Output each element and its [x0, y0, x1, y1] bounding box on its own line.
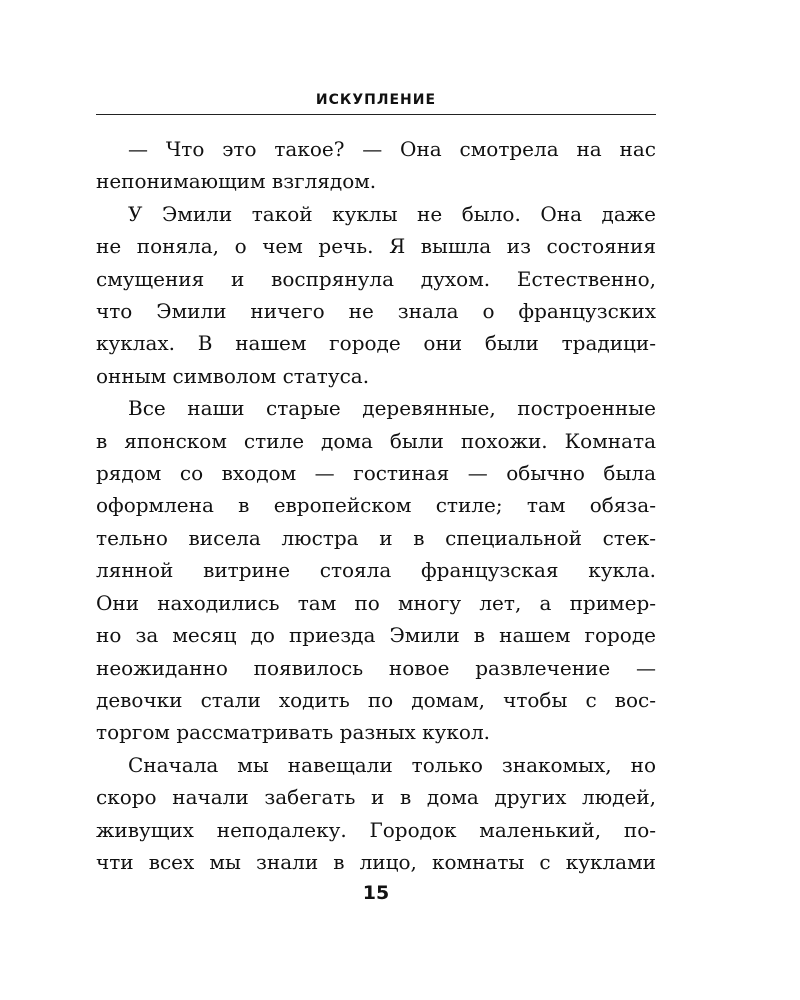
text-line: Сначала мы навещали только знакомых, но [128, 752, 656, 777]
body-text [96, 133, 656, 878]
text-line: У Эмили такой куклы не было. Она даже [128, 201, 656, 226]
text-line: скоро начали забегать и в дома других людей, [96, 785, 656, 810]
text-line: смущения и воспрянула духом. Естественно, [96, 266, 656, 291]
text-line: живущих неподалеку. Городок маленький, по- [96, 817, 656, 842]
text-line: не поняла, о чем речь. Я вышла из состояния [96, 234, 656, 259]
text-line: лянной витрине стояла французская кукла. [96, 558, 656, 583]
text-line: неожиданно появилось новое развлечение — [96, 655, 656, 680]
text-line: девочки стали ходить по домам, чтобы с вос- [96, 687, 656, 712]
text-line: чти всех мы знали в лицо, комнаты с куклами [96, 849, 656, 874]
text-line: куклах. В нашем городе они были традици- [96, 331, 656, 356]
text-line: рядом со входом — гостиная — обычно была [96, 461, 656, 486]
text-line: тельно висела люстра и в специальной стек- [96, 525, 656, 550]
text-line: оформлена в европейском стиле; там обяза- [96, 493, 656, 518]
text-line: но за месяц до приезда Эмили в нашем городе [96, 623, 656, 648]
page-number: 15 [362, 882, 390, 904]
text-line: в японском стиле дома были похожи. Комната [96, 428, 656, 453]
text-line: что Эмили ничего не знала о французских [96, 299, 656, 324]
text-line: Все наши старые деревянные, построенные [128, 396, 656, 421]
text-line: — Что это такое? — Она смотрела на нас [128, 137, 656, 161]
text-line: непонимающим взглядом. [96, 169, 377, 194]
text-line: торгом рассматривать разных кукол. [96, 720, 491, 745]
text-line: онным символом статуса. [96, 363, 370, 388]
running-head-title: ИСКУПЛЕНИЕ [315, 92, 437, 108]
header-rule [96, 114, 656, 115]
text-line: Они находились там по многу лет, а пример- [96, 590, 656, 615]
